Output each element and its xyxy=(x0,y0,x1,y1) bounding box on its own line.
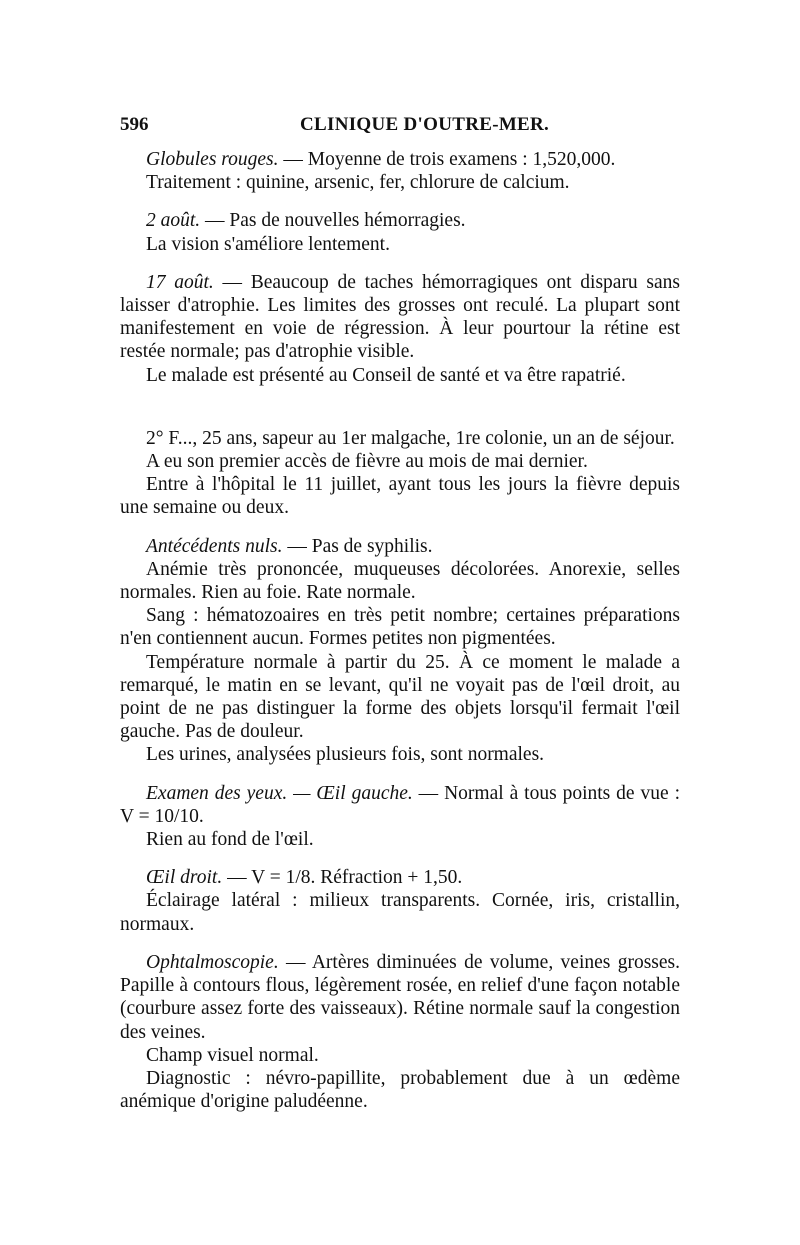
paragraph xyxy=(120,233,680,256)
paragraph-text: 2° F..., 25 ans, sapeur au 1er malgache, 1re colonie, un an de séjour. xyxy=(146,427,675,449)
paragraph xyxy=(120,782,680,828)
paragraph xyxy=(120,450,680,473)
paragraph xyxy=(120,604,680,650)
paragraph xyxy=(120,171,680,194)
paragraph-text: — Moyenne de trois examens : 1,520,000. xyxy=(278,149,616,170)
paragraph-lead: Œil droit. xyxy=(146,867,223,889)
paragraph-text: Les urines, analysées plusieurs fois, sont normales. xyxy=(146,744,545,766)
paragraph-text: — Pas de nouvelles hémorragies. xyxy=(200,210,466,232)
paragraph-text: Éclairage latéral : milieux transparents. Cornée, iris, cristallin, normaux. xyxy=(120,890,680,935)
paragraph xyxy=(120,271,680,364)
body-text xyxy=(120,148,680,1113)
paragraph xyxy=(120,743,680,766)
paragraph xyxy=(120,889,680,935)
paragraph-lead: Ophtalmoscopie. xyxy=(146,951,279,973)
paragraph xyxy=(120,651,680,744)
paragraph xyxy=(120,866,680,889)
paragraph xyxy=(120,951,680,1044)
paragraph-text: La vision s'améliore lentement. xyxy=(146,233,390,255)
paragraph-text: Champ visuel normal. xyxy=(146,1044,319,1066)
paragraph xyxy=(120,535,680,558)
paragraph-lead: 2 août. xyxy=(146,210,201,232)
paragraph-text: — Normal à tous points de vue : V = 10/10. xyxy=(120,782,680,827)
paragraph-text: Le malade est présenté au Conseil de santé et va être rapatrié. xyxy=(146,364,626,386)
paragraph xyxy=(120,427,680,450)
paragraph-lead: 17 août. xyxy=(146,271,214,293)
paragraph xyxy=(120,1044,680,1067)
paragraph-text: Traitement : quinine, arsenic, fer, chlorure de calcium. xyxy=(146,172,570,194)
paragraph-text: — V = 1/8. Réfraction + 1,50. xyxy=(222,867,463,889)
paragraph-text: A eu son premier accès de fièvre au mois de mai dernier. xyxy=(146,451,588,473)
paragraph-text: — Beaucoup de taches hémorragiques ont disparu sans laisser d'atrophie. Les limites des grosses ont reculé. La plupart sont manifestement en voie de régression. À leur pourtour la rétine est restée normale; pas d'atrophie visible. xyxy=(120,271,680,363)
paragraph-text: Entre à l'hôpital le 11 juillet, ayant tous les jours la fièvre depuis une semaine ou deux. xyxy=(120,474,680,519)
paragraph-lead: Antécédents nuls. xyxy=(146,535,283,557)
paragraph-text: Sang : hématozoaires en très petit nombre; certaines préparations n'en contiennent aucun. Formes petites non pigmentées. xyxy=(120,605,680,650)
paragraph-text: — Pas de syphilis. xyxy=(282,535,433,557)
paragraph-text: Diagnostic : névro-papillite, probablement due à un œdème anémique d'origine paludéenne. xyxy=(120,1067,680,1113)
page-header xyxy=(120,114,680,142)
paragraph xyxy=(120,558,680,604)
paragraph-text: — Artères diminuées de volume, veines grosses. Papille à contours flous, légèrement rosée, en relief d'une façon notable (courbure assez forte des vaisseaux). Rétine normale sauf la congestion des veines. xyxy=(120,951,680,1043)
paragraph-lead: Examen des yeux. — Œil gauche. xyxy=(146,782,413,804)
paragraph xyxy=(120,1067,680,1113)
running-title: CLINIQUE D'OUTRE-MER. xyxy=(300,114,550,135)
paragraph xyxy=(120,209,680,232)
paragraph xyxy=(120,364,680,387)
paragraph-text: Anémie très prononcée, muqueuses décolorées. Anorexie, selles normales. Rien au foie. Rate normale. xyxy=(120,558,680,604)
paragraph xyxy=(120,473,680,519)
paragraph-text: Température normale à partir du 25. À ce moment le malade a remarqué, le matin en se levant, qu'il ne voyait pas de l'œil droit, au point de ne pas distinguer la forme des objets lorsqu'il fermait l'œil gauche. Pas de douleur. xyxy=(120,651,680,743)
paragraph-text: Rien au fond de l'œil. xyxy=(146,829,314,851)
page-number: 596 xyxy=(120,114,149,135)
paragraph-lead: Globules rouges. xyxy=(146,149,279,170)
paragraph xyxy=(120,828,680,851)
paragraph xyxy=(120,148,680,171)
